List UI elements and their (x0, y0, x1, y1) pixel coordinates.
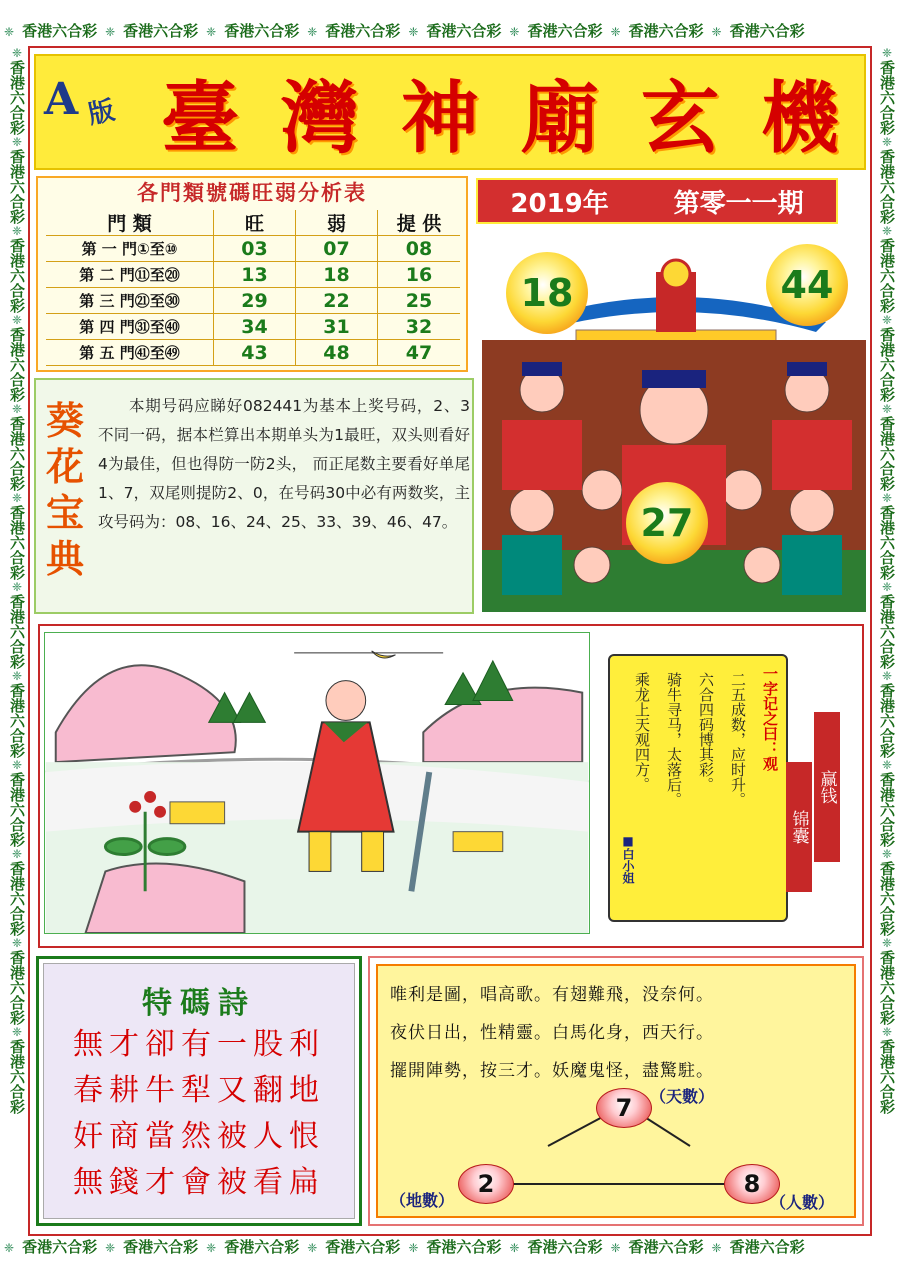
border-text: 香港六合彩 (8, 149, 26, 224)
border-text: 香港六合彩 (8, 594, 26, 669)
border-text: 香港六合彩 (123, 1238, 199, 1256)
analysis-title: 各門類號碼旺弱分析表 (137, 181, 367, 205)
riddle-panel (376, 964, 856, 1218)
border-dot-icon: ❈ (880, 491, 894, 505)
sunflower-treasure-box (34, 378, 474, 614)
border-text: 香港六合彩 (878, 149, 896, 224)
row-label: 第 四 門㉛至㊵ (46, 314, 214, 339)
period-banner (476, 178, 838, 224)
riddle-line: 夜伏日出，性精靈。白馬化身，西天行。 (390, 1023, 714, 1043)
edition-suffix: 版 (85, 95, 118, 131)
border-text: 香港六合彩 (527, 1238, 603, 1256)
border-dot-icon: ❈ (880, 135, 894, 149)
border-dot-icon: ❈ (880, 936, 894, 950)
border-text: 香港六合彩 (878, 950, 896, 1025)
border-text: 香港六合彩 (729, 1238, 805, 1256)
border-dot-icon: ❈ (10, 46, 24, 60)
scroll-title: 一字记之曰：观 (761, 666, 779, 771)
ren-label: （人數） (770, 1193, 835, 1212)
heading-char: 宝 (45, 490, 84, 535)
border-text: 香港六合彩 (878, 60, 896, 135)
border-text: 香港六合彩 (224, 1238, 300, 1256)
border-dot-icon: ❈ (105, 25, 116, 39)
table-row (46, 236, 460, 262)
tigong-value: 47 (405, 341, 433, 364)
row-label: 第 一 門①至⑩ (46, 236, 214, 261)
gods-illustration (482, 340, 866, 612)
border-dot-icon: ❈ (880, 1025, 894, 1039)
border-dot-icon: ❈ (610, 1241, 621, 1255)
column-header: 提 供 (396, 213, 442, 235)
border-text: 香港六合彩 (8, 861, 26, 936)
border-dot-icon: ❈ (408, 1241, 419, 1255)
border-dot-icon: ❈ (711, 25, 722, 39)
riddle-box (368, 956, 864, 1226)
border-dot-icon: ❈ (10, 313, 24, 327)
title-char: 廟 (520, 73, 599, 164)
title-char: 神 (400, 73, 479, 164)
border-dot-icon: ❈ (10, 1025, 24, 1039)
border-text: 香港六合彩 (878, 505, 896, 580)
sunflower-heading (42, 398, 88, 582)
border-text: 香港六合彩 (878, 416, 896, 491)
edition-badge (40, 72, 132, 138)
ruo-value: 07 (296, 236, 378, 261)
border-dot-icon: ❈ (307, 1241, 318, 1255)
border-text: 香港六合彩 (878, 594, 896, 669)
tigong-value: 08 (405, 237, 433, 260)
border-text: 香港六合彩 (878, 327, 896, 402)
border-text: 香港六合彩 (8, 327, 26, 402)
row-label: 第 三 門㉑至㉚ (46, 288, 214, 313)
title-char: 機 (760, 73, 839, 164)
wang-value: 34 (214, 314, 296, 339)
border-text: 香港六合彩 (426, 1238, 502, 1256)
ruo-value: 18 (296, 262, 378, 287)
tigong-value: 16 (405, 263, 433, 286)
tigong-value: 25 (405, 289, 433, 312)
warrior-illustration (44, 632, 590, 934)
sunflower-text: 本期号码应睇好082441为基本上奖号码，2、3不同一码，据本栏算出本期单头为1最旺，双头则看好4为最佳，但也得防一防2头， 而正尾数主要看好单尾1、7，双尾则提防2、0，在号码30中必有两数奖，主攻号码为：08、16、24、25、33、39、46、47。 (98, 397, 470, 531)
temple-illustration (476, 230, 868, 616)
border-text: 香港六合彩 (8, 238, 26, 313)
border-dot-icon: ❈ (206, 1241, 217, 1255)
border-dot-icon: ❈ (880, 402, 894, 416)
wang-value: 13 (214, 262, 296, 287)
border-dot-icon: ❈ (4, 25, 15, 39)
row-label: 第 五 門㊶至㊾ (46, 340, 214, 365)
border-text: 香港六合彩 (8, 416, 26, 491)
ruo-value: 22 (296, 288, 378, 313)
tian-label: （天數） (650, 1087, 715, 1106)
ren-number-ball: 8 (724, 1164, 780, 1204)
border-dot-icon: ❈ (880, 313, 894, 327)
row-label: 第 二 門⑪至⑳ (46, 262, 214, 287)
wang-value: 29 (214, 288, 296, 313)
poem-line: 無才卻有一股利 (73, 1027, 325, 1062)
border-text: 香港六合彩 (878, 238, 896, 313)
border-text: 香港六合彩 (22, 22, 98, 40)
heading-char: 典 (45, 536, 84, 581)
border-text: 香港六合彩 (8, 772, 26, 847)
border-dot-icon: ❈ (10, 224, 24, 238)
column-header: 門 類 (46, 210, 214, 235)
scroll-author: ■白小姐 (621, 834, 635, 884)
jinnang-tag: 锦囊 (786, 762, 812, 892)
border-text: 香港六合彩 (8, 1039, 26, 1114)
border-text: 香港六合彩 (628, 1238, 704, 1256)
tigong-value: 32 (405, 315, 433, 338)
poem-panel (43, 963, 355, 1219)
border-text: 香港六合彩 (729, 22, 805, 40)
scroll-line: 六合四码博其彩。 (697, 672, 715, 792)
table-row (46, 288, 460, 314)
border-text: 香港六合彩 (8, 505, 26, 580)
heading-char: 花 (45, 444, 84, 489)
border-text: 香港六合彩 (325, 1238, 401, 1256)
lucky-number-ball: 27 (626, 482, 708, 564)
border-dot-icon: ❈ (10, 669, 24, 683)
border-text: 香港六合彩 (325, 22, 401, 40)
border-dot-icon: ❈ (880, 758, 894, 772)
ruo-value: 31 (296, 314, 378, 339)
poem-line: 奸商當然被人恨 (73, 1119, 325, 1154)
poem-title: 特碼詩 (142, 986, 256, 1021)
bottom-border-strip (0, 1236, 900, 1262)
heading-char: 葵 (45, 398, 84, 443)
border-dot-icon: ❈ (10, 491, 24, 505)
wang-value: 03 (214, 236, 296, 261)
border-text: 香港六合彩 (628, 22, 704, 40)
border-dot-icon: ❈ (307, 25, 318, 39)
border-dot-icon: ❈ (4, 1241, 15, 1255)
border-text: 香港六合彩 (878, 772, 896, 847)
border-text: 香港六合彩 (8, 683, 26, 758)
title-char: 灣 (280, 73, 359, 164)
prophecy-scroll (600, 648, 808, 940)
border-text: 香港六合彩 (123, 22, 199, 40)
border-dot-icon: ❈ (880, 847, 894, 861)
border-text: 香港六合彩 (878, 861, 896, 936)
border-dot-icon: ❈ (10, 847, 24, 861)
table-row (46, 262, 460, 288)
period-issue: 第零一一期 (673, 188, 804, 219)
border-dot-icon: ❈ (10, 402, 24, 416)
border-text: 香港六合彩 (426, 22, 502, 40)
border-dot-icon: ❈ (880, 580, 894, 594)
border-dot-icon: ❈ (10, 936, 24, 950)
ruo-value: 48 (296, 340, 378, 365)
scroll-line: 二五成数，应时升。 (729, 672, 747, 807)
border-dot-icon: ❈ (206, 25, 217, 39)
border-text: 香港六合彩 (8, 950, 26, 1025)
title-char: 臺 (160, 73, 239, 164)
poem-line: 無錢才會被看扁 (73, 1165, 325, 1200)
di-number-ball: 2 (458, 1164, 514, 1204)
right-border-strip (872, 46, 898, 1236)
period-year: 2019年 (510, 188, 609, 219)
border-text: 香港六合彩 (878, 1039, 896, 1114)
border-dot-icon: ❈ (610, 25, 621, 39)
poem-line: 春耕牛犁又翻地 (73, 1073, 325, 1108)
border-dot-icon: ❈ (880, 224, 894, 238)
tian-number-ball: 7 (596, 1088, 652, 1128)
border-dot-icon: ❈ (880, 46, 894, 60)
border-dot-icon: ❈ (509, 25, 520, 39)
left-border-strip (2, 46, 28, 1236)
border-dot-icon: ❈ (408, 25, 419, 39)
scroll-line: 骑牛寻马，太落后。 (665, 672, 683, 807)
page-title (140, 62, 860, 162)
table-header-row (46, 210, 460, 236)
border-dot-icon: ❈ (711, 1241, 722, 1255)
border-text: 香港六合彩 (22, 1238, 98, 1256)
riddle-line: 唯利是圖，唱高歌。有翅難飛，没奈何。 (390, 985, 714, 1005)
scroll-line: 乘龙上天观四方。 (633, 672, 651, 792)
border-dot-icon: ❈ (10, 135, 24, 149)
wang-value: 43 (214, 340, 296, 365)
special-number-poem (36, 956, 362, 1226)
analysis-grid (46, 210, 460, 366)
border-dot-icon: ❈ (105, 1241, 116, 1255)
table-row (46, 340, 460, 366)
table-row (46, 314, 460, 340)
border-dot-icon: ❈ (509, 1241, 520, 1255)
di-label: （地數） (390, 1191, 455, 1210)
border-text: 香港六合彩 (527, 22, 603, 40)
win-money-tag: 赢钱 (814, 712, 840, 862)
column-header: 弱 (296, 210, 378, 235)
title-char: 玄 (640, 73, 719, 164)
top-border-strip (0, 20, 900, 46)
lucky-number-ball: 44 (766, 244, 848, 326)
border-text: 香港六合彩 (8, 60, 26, 135)
border-dot-icon: ❈ (880, 669, 894, 683)
border-text: 香港六合彩 (878, 683, 896, 758)
border-dot-icon: ❈ (10, 758, 24, 772)
border-dot-icon: ❈ (10, 580, 24, 594)
jinnang-tags (786, 712, 840, 902)
lucky-number-ball: 18 (506, 252, 588, 334)
riddle-line: 擺開陣勢，按三才。妖魔鬼怪，盡驚駐。 (390, 1061, 714, 1081)
column-header: 旺 (214, 210, 296, 235)
edition-letter: A (44, 74, 79, 125)
analysis-table (36, 176, 468, 372)
border-text: 香港六合彩 (224, 22, 300, 40)
